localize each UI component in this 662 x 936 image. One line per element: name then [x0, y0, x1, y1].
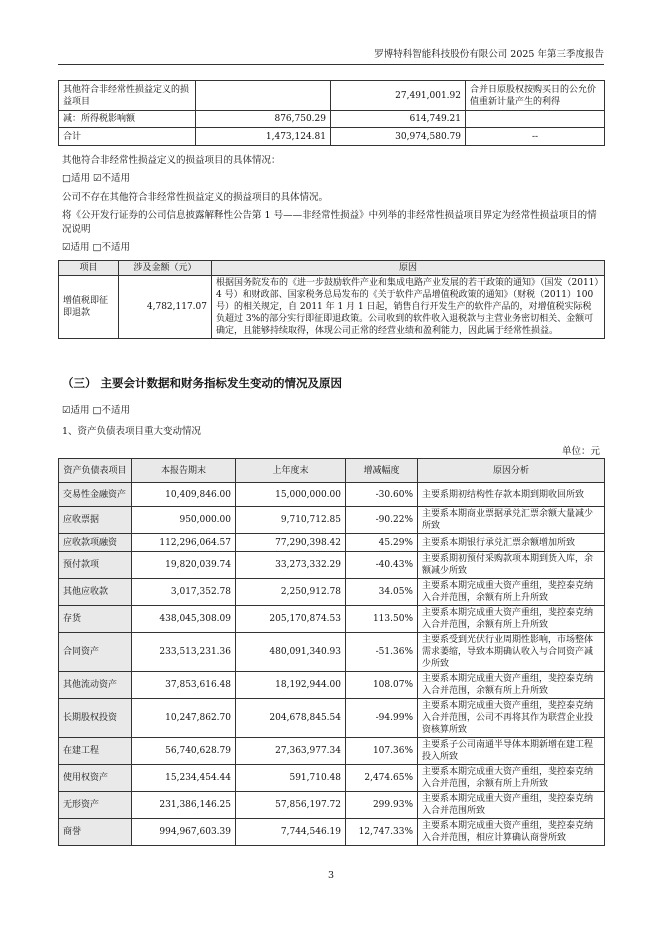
table-cell: 231,386,146.25	[132, 792, 236, 819]
balance-sheet-table	[58, 458, 605, 846]
table-cell: -40.43%	[346, 552, 418, 579]
table-cell: 10,409,846.00	[132, 483, 236, 507]
table-cell: 233,513,231.36	[132, 633, 236, 672]
table-cell: 19,820,039.74	[132, 552, 236, 579]
table-row	[59, 534, 605, 552]
table-cell: -90.22%	[346, 507, 418, 534]
table-cell: 长期股权投资	[59, 699, 132, 738]
table-cell: 876,750.29	[196, 111, 331, 128]
table-header-row	[59, 261, 605, 276]
table-cell: 4,782,117.07	[119, 276, 212, 339]
non-recurring-table	[58, 80, 605, 146]
table-cell: 18,192,944.00	[236, 672, 346, 699]
table-cell: 614,749.21	[331, 111, 466, 128]
table-row	[59, 507, 605, 534]
table-cell: 108.07%	[346, 672, 418, 699]
unit-label: 单位：元	[561, 446, 600, 457]
table-row	[59, 765, 605, 792]
table-cell: 无形资产	[59, 792, 132, 819]
table-cell: 299.93%	[346, 792, 418, 819]
table-cell: 主要系本期完成重大资产重组，斐控泰克纳入合并范围，余额有所上升所致	[418, 606, 605, 633]
column-header: 原因分析	[418, 459, 605, 483]
column-header: 原因	[212, 261, 605, 276]
table-cell: 15,234,454.44	[132, 765, 236, 792]
table-cell: -30.60%	[346, 483, 418, 507]
table-cell: 合计	[59, 128, 196, 146]
recurring-table	[58, 260, 605, 339]
table-cell: 33,273,332.29	[236, 552, 346, 579]
table-cell: 主要系子公司南通半导体本期新增在建工程投入所致	[418, 738, 605, 765]
table-row	[59, 579, 605, 606]
table-cell: 7,744,546.19	[236, 819, 346, 846]
table-cell: 438,045,308.09	[132, 606, 236, 633]
table-cell: 27,491,001.92	[331, 81, 466, 111]
column-header: 项目	[59, 261, 119, 276]
table-cell: 应收票据	[59, 507, 132, 534]
table-cell: 2,474.65%	[346, 765, 418, 792]
table-cell: 根据国务院发布的《进一步鼓励软件产业和集成电路产业发展的若干政策的通知》（国发（2011）4 号）和财政部、国家税务总局发布的《关于软件产品增值税政策的通知》（财税（2011）100 号）的相关规定，自 2011 年 1 月 1 日起，销售自行开发生产的软件产品的，对增值税实际税负超过 3%的部分实行即征即退政策。公司收到的软件收入退税款与主营业务密切相关、金额可确定，且能够持续取得，体现公司正常的经营业绩和盈利能力，因此属于经常性损益。	[212, 276, 605, 339]
table-cell: 其他应收款	[59, 579, 132, 606]
column-header: 增减幅度	[346, 459, 418, 483]
table-cell: 主要系本期完成重大资产重组，斐控泰克纳入合并范围，余额有所上升所致	[418, 579, 605, 606]
table-cell: 27,363,977.34	[236, 738, 346, 765]
table-row	[59, 128, 605, 146]
table-cell: 9,710,712.85	[236, 507, 346, 534]
table-cell: 其他符合非经常性损益定义的损益项目	[59, 81, 196, 111]
table-cell: 2,250,912.78	[236, 579, 346, 606]
table-cell: 主要系本期完成重大资产重组，斐控泰克纳入合并范围，余额有所上升所致	[418, 765, 605, 792]
table-row	[59, 633, 605, 672]
table-cell: 591,710.48	[236, 765, 346, 792]
table-cell: 3,017,352.78	[132, 579, 236, 606]
page-header: 罗博特科智能科技股份有限公司 2025 年第三季度报告	[58, 46, 604, 65]
table-cell	[196, 81, 331, 111]
table-cell: 存货	[59, 606, 132, 633]
applicability-checkbox: □适用 ☑不适用	[62, 173, 131, 184]
table-cell: 合并日原股权按购买日的公允价值重新计量产生的利得	[466, 81, 605, 111]
table-cell: 主要系受到光伏行业周期性影响，市场整体需求萎缩，导致本期确认收入与合同资产减少所致	[418, 633, 605, 672]
table-row	[59, 552, 605, 579]
table-cell: 减：所得税影响额	[59, 111, 196, 128]
table-cell: 合同资产	[59, 633, 132, 672]
table-row	[59, 276, 605, 339]
table-row	[59, 81, 605, 111]
applicability-checkbox: ☑适用 □不适用	[62, 242, 131, 253]
table-cell: 商誉	[59, 819, 132, 846]
table-cell: 994,967,603.39	[132, 819, 236, 846]
table-cell: 1,473,124.81	[196, 128, 331, 146]
paragraph: 将《公开发行证券的公司信息披露解释性公告第 1 号——非经常性损益》中列举的非经常性损益项目界定为经常性损益项目的情况说明	[62, 210, 597, 235]
paragraph: 1、资产负债表项目重大变动情况	[62, 426, 202, 437]
table-cell: 45.29%	[346, 534, 418, 552]
applicability-checkbox: ☑适用 □不适用	[62, 405, 131, 416]
table-header-row	[59, 459, 605, 483]
table-cell: 37,853,616.48	[132, 672, 236, 699]
table-cell: 主要系本期完成重大资产重组，斐控泰克纳入合并范围，余额有所上升所致	[418, 672, 605, 699]
table-cell: 使用权资产	[59, 765, 132, 792]
table-cell: 主要系期初结构性存款本期到期收回所致	[418, 483, 605, 507]
table-cell: 34.05%	[346, 579, 418, 606]
table-cell: 交易性金融资产	[59, 483, 132, 507]
column-header: 上年度末	[236, 459, 346, 483]
table-row	[59, 111, 605, 128]
table-cell: 主要系本期完成重大资产重组，斐控泰克纳入合并范围，相应计算确认商誉所致	[418, 819, 605, 846]
table-cell: 112,296,064.57	[132, 534, 236, 552]
table-cell: --	[466, 128, 605, 146]
table-row	[59, 672, 605, 699]
table-cell: 57,856,197.72	[236, 792, 346, 819]
table-cell: 480,091,340.93	[236, 633, 346, 672]
table-row	[59, 819, 605, 846]
paragraph: 其他符合非经常性损益定义的损益项目的具体情况：	[62, 155, 281, 166]
table-cell	[466, 111, 605, 128]
table-cell: 应收款项融资	[59, 534, 132, 552]
table-cell: 205,170,874.53	[236, 606, 346, 633]
table-cell: 56,740,628.79	[132, 738, 236, 765]
table-cell: 12,747.33%	[346, 819, 418, 846]
column-header: 本报告期末	[132, 459, 236, 483]
table-cell: 204,678,845.54	[236, 699, 346, 738]
table-cell: 113.50%	[346, 606, 418, 633]
table-row	[59, 699, 605, 738]
table-row	[59, 738, 605, 765]
table-cell: -94.99%	[346, 699, 418, 738]
table-cell: 其他流动资产	[59, 672, 132, 699]
table-row	[59, 792, 605, 819]
table-cell: 主要系本期完成重大资产重组，斐控泰克纳入合并范围，公司不再将其作为联营企业投资核算所致	[418, 699, 605, 738]
section-title: （三） 主要会计数据和财务指标发生变动的情况及原因	[62, 376, 343, 390]
table-cell: 15,000,000.00	[236, 483, 346, 507]
page-number: 3	[327, 870, 335, 881]
table-cell: -51.36%	[346, 633, 418, 672]
table-row	[59, 606, 605, 633]
table-row	[59, 483, 605, 507]
table-cell: 在建工程	[59, 738, 132, 765]
table-cell: 增值税即征即退款	[59, 276, 119, 339]
table-cell: 950,000.00	[132, 507, 236, 534]
column-header: 资产负债表项目	[59, 459, 132, 483]
table-cell: 预付款项	[59, 552, 132, 579]
table-cell: 107.36%	[346, 738, 418, 765]
table-cell: 10,247,862.70	[132, 699, 236, 738]
column-header: 涉及金额（元）	[119, 261, 212, 276]
paragraph: 公司不存在其他符合非经常性损益定义的损益项目的具体情况。	[62, 192, 329, 203]
table-cell: 主要系本期银行承兑汇票余额增加所致	[418, 534, 605, 552]
table-cell: 主要系本期商业票据承兑汇票余额大量减少所致	[418, 507, 605, 534]
table-cell: 主要系期初预付采购款项本期到货入库，余额减少所致	[418, 552, 605, 579]
table-cell: 主要系本期完成重大资产重组，斐控泰克纳入合并范围所致	[418, 792, 605, 819]
table-cell: 30,974,580.79	[331, 128, 466, 146]
table-cell: 77,290,398.42	[236, 534, 346, 552]
